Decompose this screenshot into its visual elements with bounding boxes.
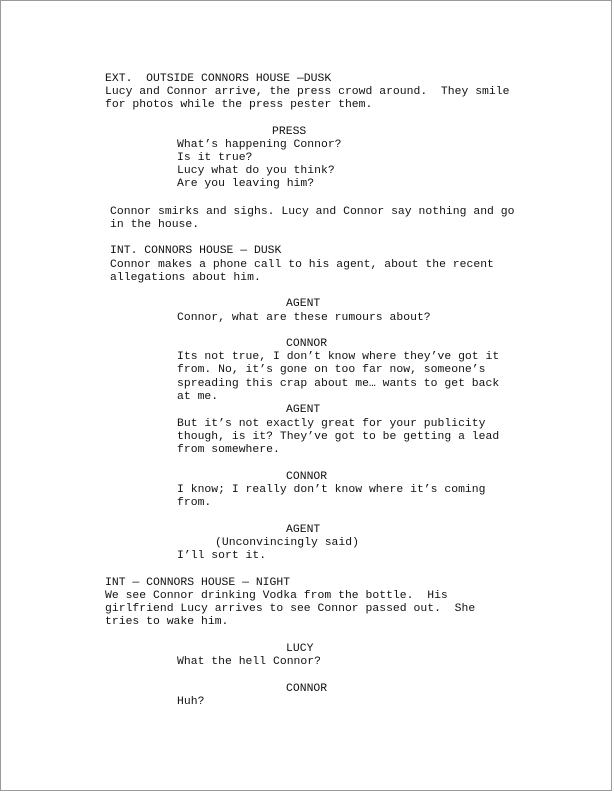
dialogue-line: from. No, it’s gone on too far now, someone’s bbox=[177, 364, 486, 376]
action-line: girlfriend Lucy arrives to see Connor passed out. She bbox=[105, 603, 476, 615]
character-cue: LUCY bbox=[286, 643, 314, 655]
dialogue-line: Its not true, I don’t know where they’ve got it bbox=[177, 351, 500, 363]
dialogue-line: at me. bbox=[177, 391, 219, 403]
dialogue-line: from. bbox=[177, 497, 212, 509]
action-line: in the house. bbox=[110, 219, 200, 231]
character-cue: CONNOR bbox=[286, 338, 328, 350]
character-cue: AGENT bbox=[286, 524, 321, 536]
character-cue: CONNOR bbox=[286, 471, 328, 483]
dialogue-line: though, is it? They’ve got to be getting a lead bbox=[177, 431, 500, 443]
action-line: for photos while the press pester them. bbox=[105, 99, 373, 111]
dialogue-line: I’ll sort it. bbox=[177, 550, 267, 562]
scene-heading: INT — CONNORS HOUSE — NIGHT bbox=[105, 577, 291, 589]
scene-heading: INT. CONNORS HOUSE — DUSK bbox=[110, 245, 282, 257]
dialogue-line: What the hell Connor? bbox=[177, 656, 321, 668]
dialogue-line: from somewhere. bbox=[177, 444, 280, 456]
dialogue-line: What’s happening Connor? bbox=[177, 139, 342, 151]
character-cue: AGENT bbox=[286, 298, 321, 310]
dialogue-line: I know; I really don’t know where it’s coming bbox=[177, 484, 486, 496]
action-line: Connor makes a phone call to his agent, about the recent bbox=[110, 259, 494, 271]
scene-heading: EXT. OUTSIDE CONNORS HOUSE —DUSK bbox=[105, 73, 332, 85]
dialogue-line: Huh? bbox=[177, 696, 205, 708]
action-line: allegations about him. bbox=[110, 272, 261, 284]
action-line: Connor smirks and sighs. Lucy and Connor say nothing and go bbox=[110, 206, 515, 218]
dialogue-line: spreading this crap about me… wants to get back bbox=[177, 378, 500, 390]
dialogue-line: Is it true? bbox=[177, 152, 253, 164]
parenthetical: (Unconvincingly said) bbox=[215, 537, 359, 549]
action-line: We see Connor drinking Vodka from the bottle. His bbox=[105, 590, 448, 602]
dialogue-line: Connor, what are these rumours about? bbox=[177, 312, 431, 324]
character-cue: CONNOR bbox=[286, 683, 328, 695]
dialogue-line: Lucy what do you think? bbox=[177, 165, 335, 177]
action-line: Lucy and Connor arrive, the press crowd around. They smile bbox=[105, 86, 510, 98]
dialogue-line: Are you leaving him? bbox=[177, 178, 315, 190]
dialogue-line: But it’s not exactly great for your publicity bbox=[177, 418, 486, 430]
action-line: tries to wake him. bbox=[105, 616, 229, 628]
character-cue: PRESS bbox=[272, 126, 307, 138]
character-cue: AGENT bbox=[286, 404, 321, 416]
